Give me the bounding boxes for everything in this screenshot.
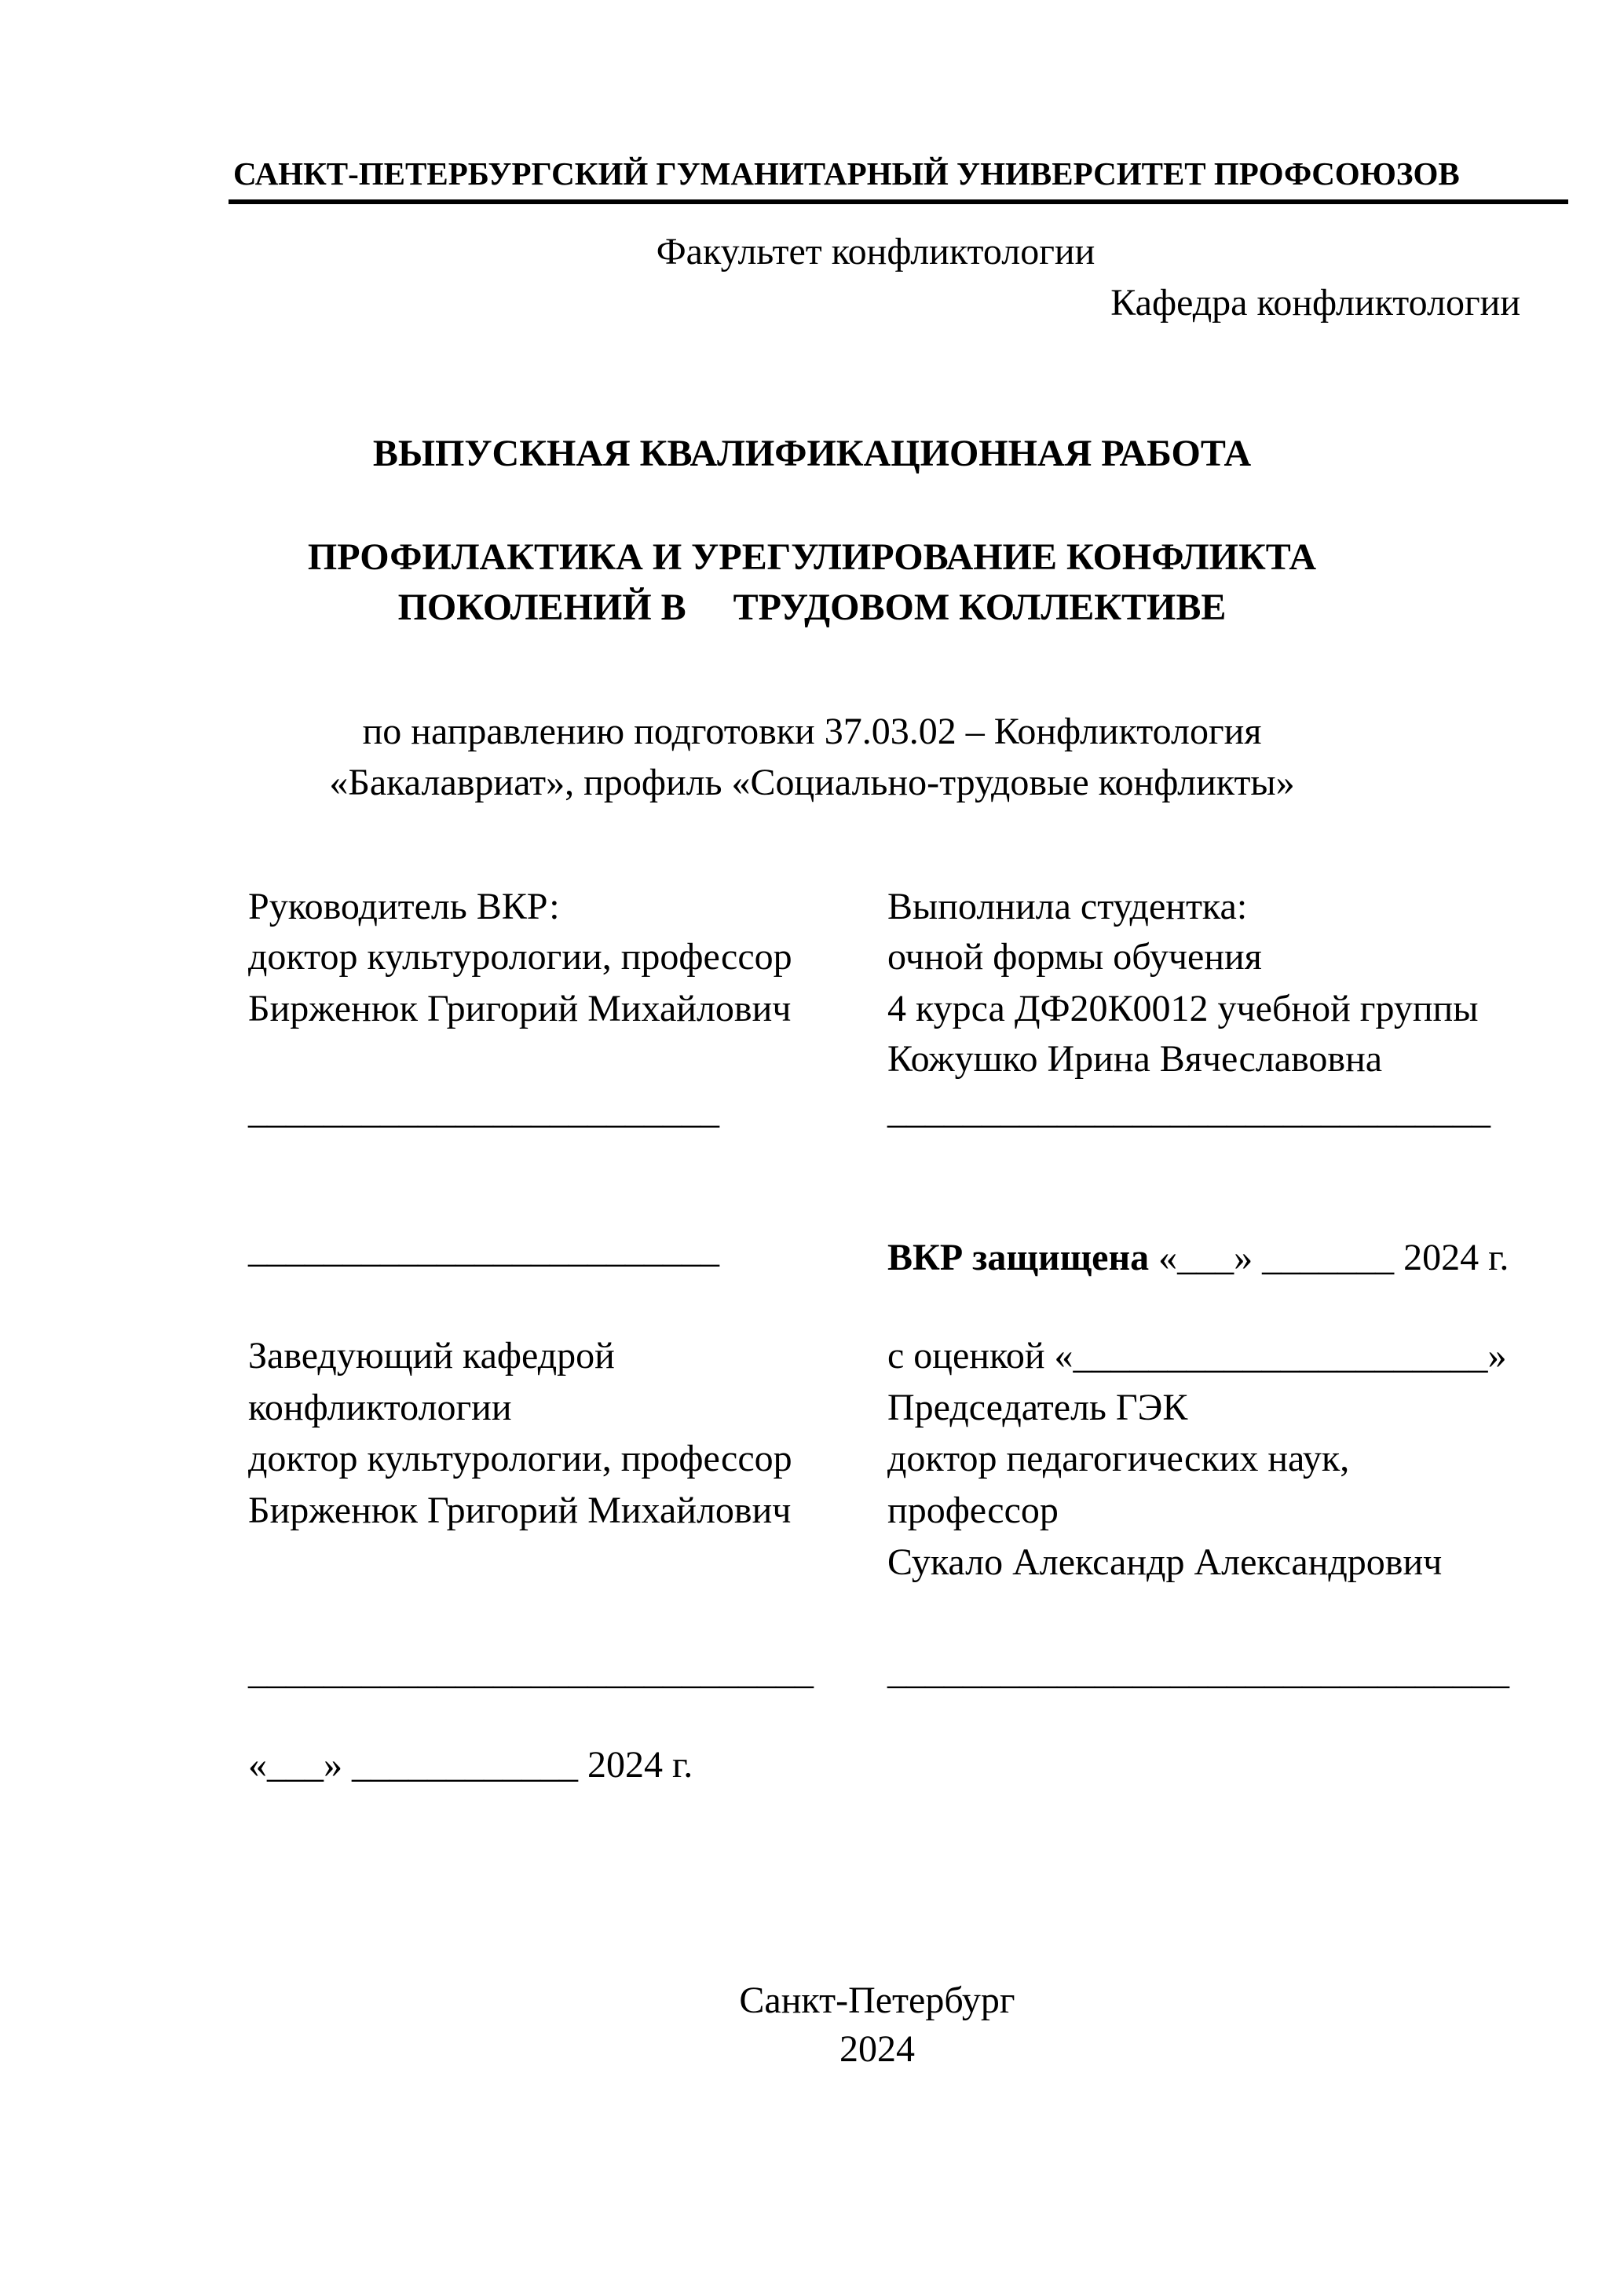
head-degree: доктор культурологии, профессор bbox=[248, 1438, 792, 1479]
department-name: Кафедра конфликтологии bbox=[1110, 282, 1520, 324]
faculty-name: Факультет конфликтологии bbox=[656, 231, 1095, 272]
head-name: Бирженюк Григорий Михайлович bbox=[248, 1490, 792, 1531]
header-rule bbox=[229, 199, 1568, 204]
student-signature-line: ________________________________ bbox=[887, 1090, 1490, 1132]
chair-label: Председатель ГЭК bbox=[887, 1387, 1188, 1428]
head-department: конфликтологии bbox=[248, 1387, 512, 1428]
defense-date-line bbox=[887, 1232, 1509, 1283]
topic-line-1: ПРОФИЛАКТИКА И УРЕГУЛИРОВАНИЕ КОНФЛИКТА bbox=[307, 536, 1317, 578]
supervisor-name: Бирженюк Григорий Михайлович bbox=[248, 988, 792, 1029]
direction-line-1: по направлению подготовки 37.03.02 – Конфликтология bbox=[362, 711, 1262, 752]
topic-line-2: ПОКОЛЕНИЙ В ТРУДОВОМ КОЛЛЕКТИВЕ bbox=[397, 587, 1227, 628]
supervisor-degree: доктор культурологии, профессор bbox=[248, 936, 792, 978]
chair-name: Сукало Александр Александрович bbox=[887, 1541, 1443, 1583]
head-label: Заведующий кафедрой bbox=[248, 1335, 615, 1377]
footer-city: Санкт-Петербург bbox=[739, 1980, 1015, 2021]
head-signature-date: «___» ____________ 2024 г. bbox=[248, 1744, 693, 1786]
direction-line-2: «Бакалавриат», профиль «Социально-трудовые конфликты» bbox=[329, 762, 1295, 803]
footer-year: 2024 bbox=[839, 2028, 915, 2070]
work-type-title: ВЫПУСКНАЯ КВАЛИФИКАЦИОННАЯ РАБОТА bbox=[372, 433, 1252, 474]
student-name: Кожушко Ирина Вячеславовна bbox=[887, 1038, 1383, 1080]
defense-date: «___» _______ 2024 г. bbox=[1149, 1237, 1509, 1278]
chair-degree: доктор педагогических наук, bbox=[887, 1438, 1350, 1479]
student-group: 4 курса ДФ20К0012 учебной группы bbox=[887, 988, 1479, 1029]
defense-grade: с оценкой «______________________» bbox=[887, 1335, 1507, 1377]
head-signature-line: ______________________________ bbox=[248, 1651, 814, 1692]
chair-signature-line: _________________________________ bbox=[887, 1651, 1509, 1692]
student-form: очной формы обучения bbox=[887, 936, 1262, 978]
supervisor-signature-line-2: _________________________ bbox=[248, 1229, 719, 1270]
university-name: САНКТ-ПЕТЕРБУРГСКИЙ ГУМАНИТАРНЫЙ УНИВЕРСИТЕТ ПРОФСОЮЗОВ bbox=[233, 155, 1460, 192]
chair-title: профессор bbox=[887, 1490, 1059, 1531]
student-label: Выполнила студентка: bbox=[887, 886, 1248, 927]
supervisor-label: Руководитель ВКР: bbox=[248, 886, 560, 927]
defense-label: ВКР защищена bbox=[887, 1237, 1150, 1278]
supervisor-signature-line: _________________________ bbox=[248, 1090, 719, 1132]
